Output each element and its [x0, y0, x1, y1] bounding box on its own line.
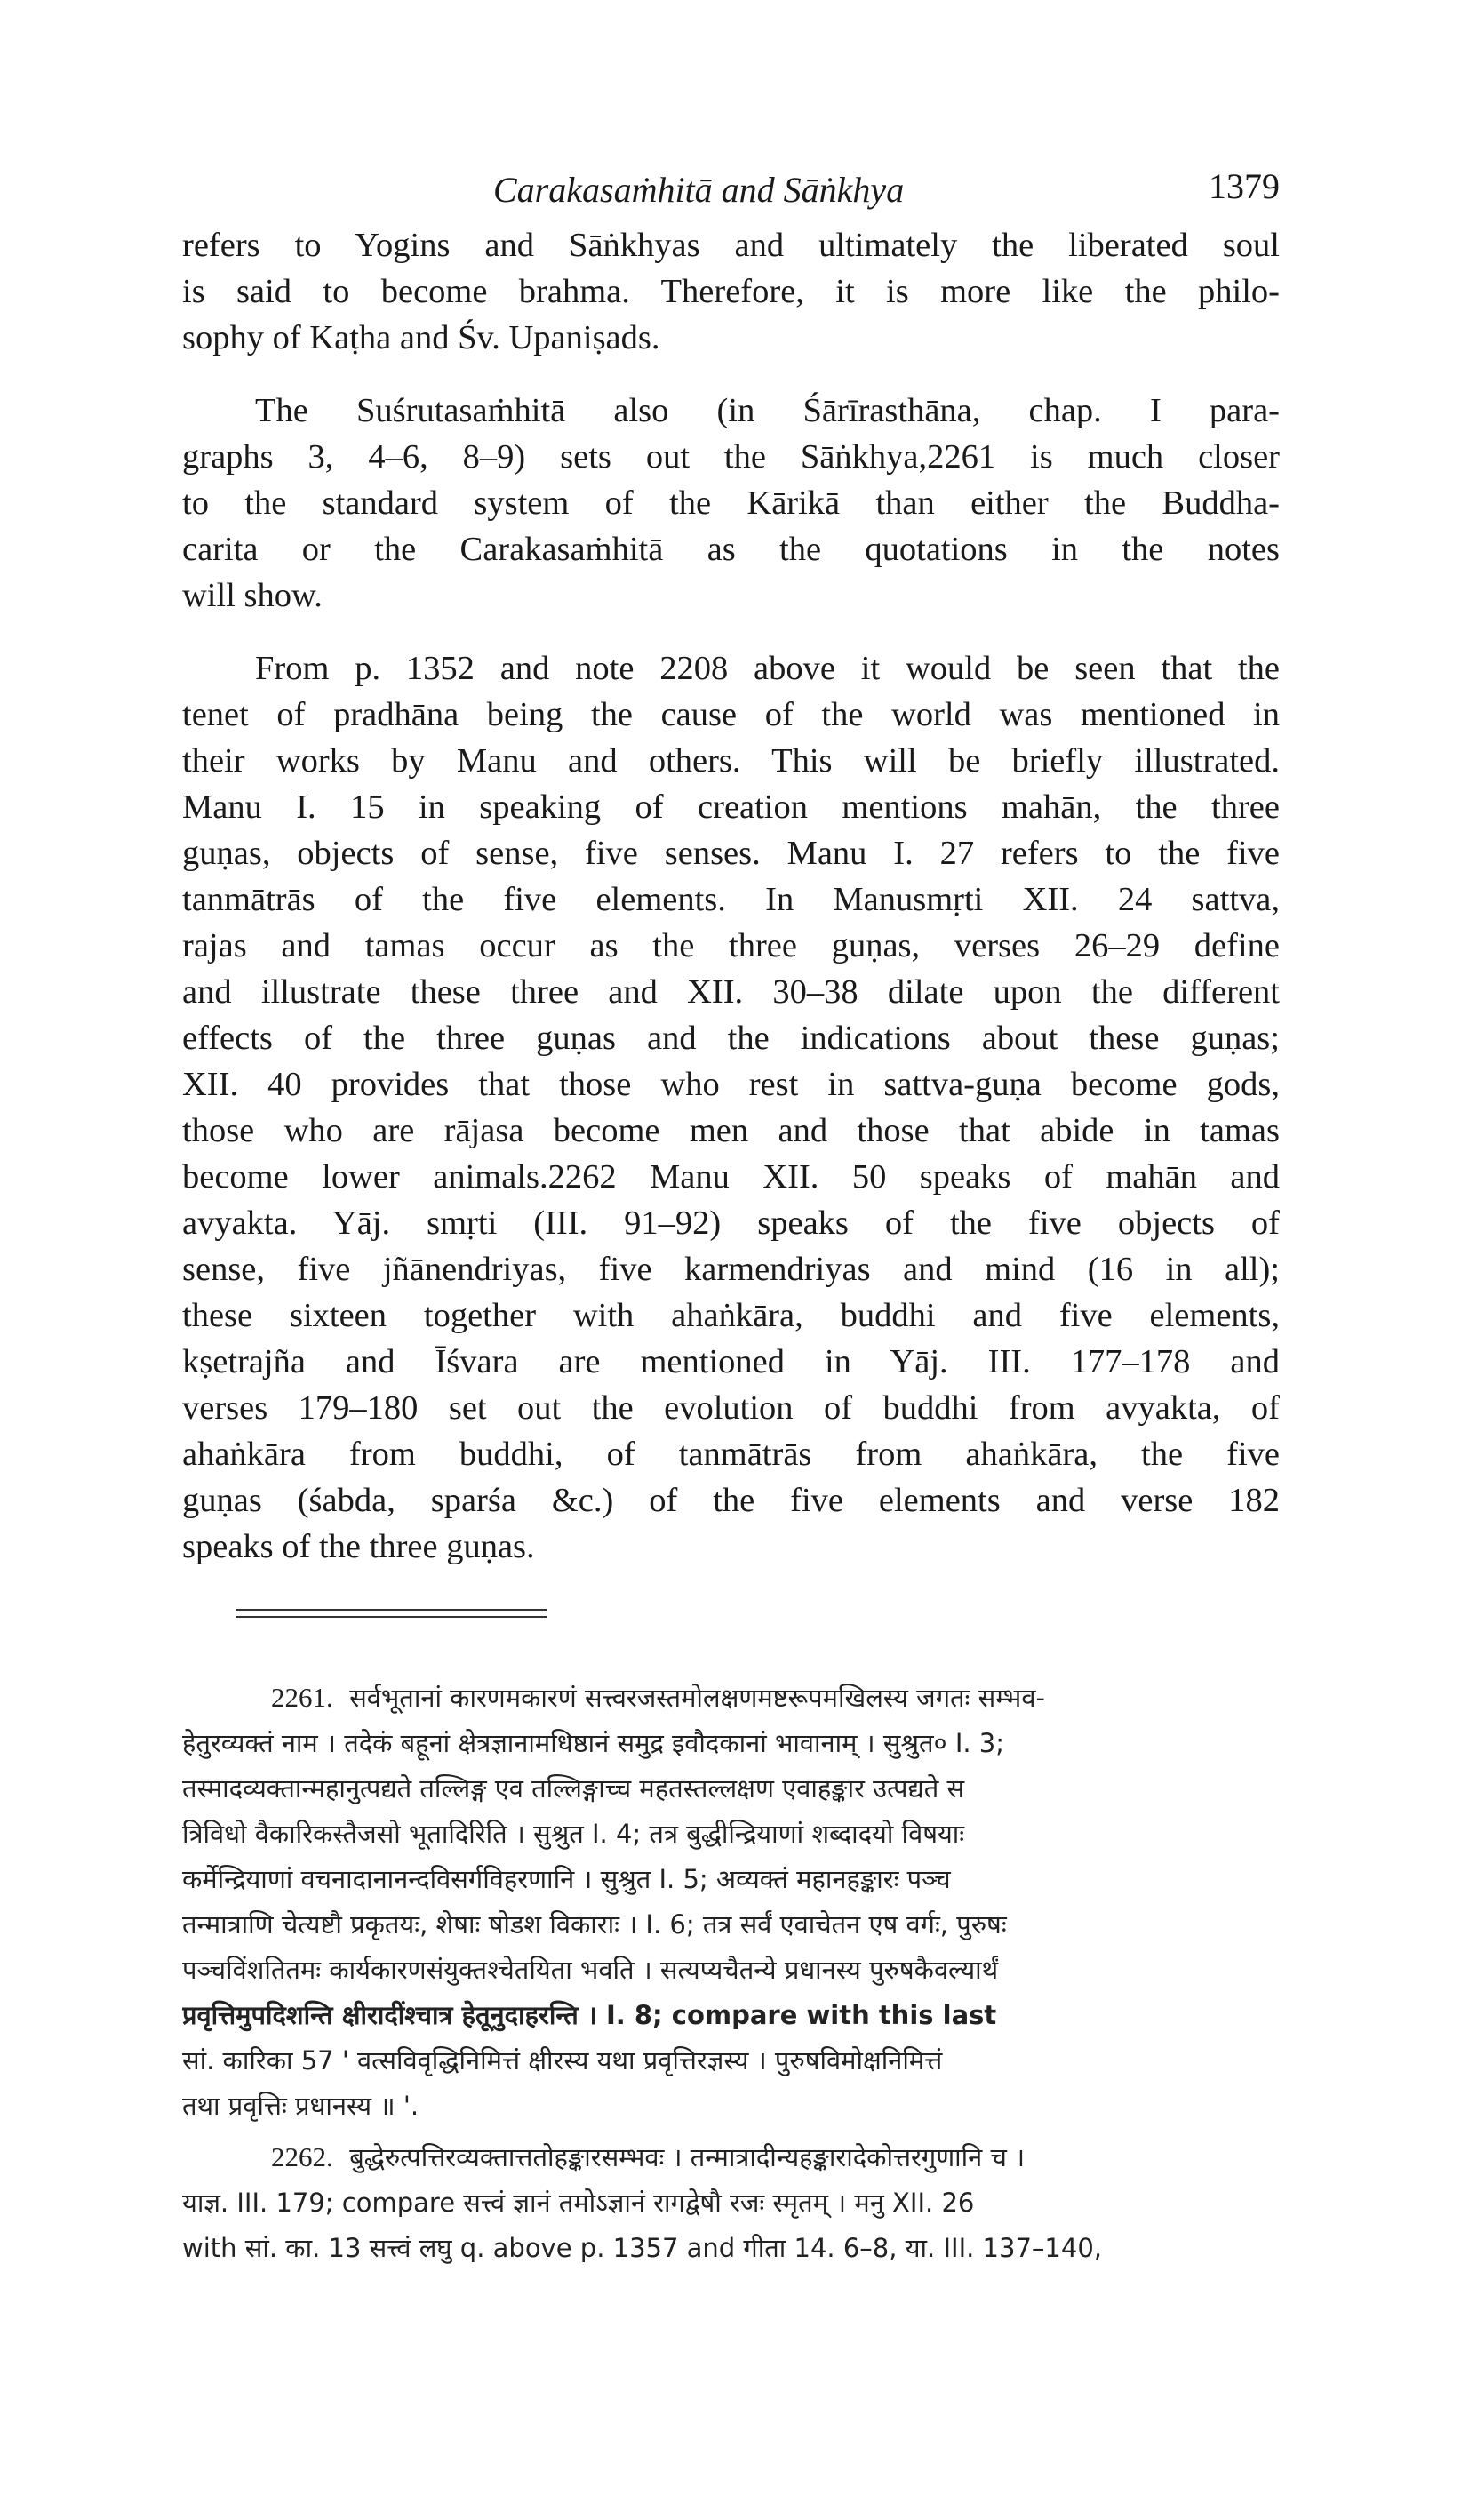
text-line: From p. 1352 and note 2208 above it would be seen that the [255, 650, 1280, 687]
text-line: tenet of pradhāna being the cause of the world was mentioned in [182, 696, 1280, 733]
footnote-separator [182, 1609, 1280, 1621]
footnote-line: with सां. का. 13 सत्त्वं लघु q. above p. 1357 and गीता 14. 6–8, या. III. 137–140, [182, 2233, 1102, 2263]
text-line: is said to become brahma. Therefore, it is more like the philo- [182, 273, 1280, 310]
text-line: and illustrate these three and XII. 30–38 dilate upon the different [182, 973, 1280, 1011]
text-line: guṇas (śabda, sparśa &c.) of the five elements and verse 182 [182, 1482, 1280, 1519]
text-line: those who are rājasa become men and those that abide in tamas [182, 1112, 1280, 1149]
text-line: graphs 3, 4–6, 8–9) sets out the Sāṅkhya,2261 is much closer [182, 438, 1280, 476]
text-line: sophy of Kaṭha and Śv. Upaniṣads. [182, 319, 660, 356]
text-line: The Suśrutasaṁhitā also (in Śārīrasthāna, chap. I para- [255, 392, 1280, 429]
paragraph-3 [182, 645, 1280, 1570]
text-line: guṇas, objects of sense, five senses. Manu I. 27 refers to the five [182, 835, 1280, 872]
text-line: refers to Yogins and Sāṅkhyas and ultimately the liberated soul [182, 227, 1280, 264]
text-line: rajas and tamas occur as the three guṇas, verses 26–29 define [182, 927, 1280, 964]
footnote-2262 [182, 2134, 1280, 2271]
paragraph-1 [182, 222, 1280, 361]
footnote-line: तन्मात्राणि चेत्यष्टौ प्रकृतयः, शेषाः षोडश विकाराः । I. 6; तत्र सर्वं एवाचेतन एष वर्गः, पुरुषः [182, 1909, 1007, 1940]
footnote-line [182, 1675, 1280, 1721]
text-line: to the standard system of the Kārikā than either the Buddha- [182, 484, 1280, 522]
footnote-text: बुद्धेरुत्पत्तिरव्यक्तात्ततोहङ्कारसम्भवः । तन्मात्रादीन्यहङ्कारादेकोत्तरगुणानि च । [349, 2142, 1026, 2172]
text-line: XII. 40 provides that those who rest in sattva-guṇa become gods, [182, 1066, 1280, 1103]
paragraph-2 [182, 388, 1280, 619]
running-title: Carakasaṁhitā and Sāṅkhya [493, 170, 905, 210]
separator-line [236, 1616, 547, 1618]
footnote-line: तथा प्रवृत्तिः प्रधानस्य ॥ '. [182, 2091, 419, 2121]
text-line: these sixteen together with ahaṅkāra, buddhi and five elements, [182, 1297, 1280, 1334]
footnote-line: त्रिविधो वैकारिकस्तैजसो भूतादिरिति । सुश्रुत I. 4; तत्र बुद्धीन्द्रियाणां शब्दादयो विषयाः [182, 1819, 965, 1849]
footnote-line: कर्मेन्द्रियाणां वचनादानानन्दविसर्गविहरणानि । सुश्रुत I. 5; अव्यक्तं महानहङ्कारः पञ्च [182, 1864, 951, 1894]
footnote-line: याज्ञ. III. 179; compare सत्त्वं ज्ञानं तमोऽज्ञानं रागद्वेषौ रजः स्मृतम् । मनु XII. 26 [182, 2188, 975, 2218]
footnote-line: पञ्चविंशतितमः कार्यकारणसंयुक्तश्चेतयिता भवति । सत्यप्यचैतन्ये प्रधानस्य पुरुषकैवल्यार्थं [182, 1955, 999, 1985]
footnote-number: 2262. [271, 2141, 333, 2172]
text-line: Manu I. 15 in speaking of creation mentions mahān, the three [182, 788, 1280, 826]
footnote-2261 [182, 1675, 1280, 2129]
text-line: effects of the three guṇas and the indications about these guṇas; [182, 1020, 1280, 1057]
text-line: avyakta. Yāj. smṛti (III. 91–92) speaks of the five objects of [182, 1204, 1280, 1242]
text-line: verses 179–180 set out the evolution of buddhi from avyakta, of [182, 1389, 1280, 1427]
footnote-line: सां. कारिका 57 ' वत्सविवृद्धिनिमित्तं क्षीरस्य यथा प्रवृत्तिरज्ञस्य । पुरुषविमोक्षनिमित्तं [182, 2045, 943, 2076]
separator-line [236, 1609, 547, 1611]
text-line: tanmātrās of the five elements. In Manusmṛti XII. 24 sattva, [182, 881, 1280, 918]
text-line: speaks of the three guṇas. [182, 1528, 535, 1565]
footnote-text: सर्वभूतानां कारणमकारणं सत्त्वरजस्तमोलक्षणमष्टरूपमखिलस्य जगतः सम्भव- [349, 1683, 1045, 1713]
footnote-line: प्रवृत्तिमुपदिशन्ति क्षीरादींश्चात्र हेतूनुदाहरन्ति । I. 8; compare with this last [182, 2000, 997, 2030]
footnote-line: तस्मादव्यक्तान्महानुत्पद्यते तल्लिङ्ग एव तल्लिङ्गाच्च महतस्तल्लक्षण एवाहङ्कार उत्पद्यते स [182, 1773, 965, 1804]
footnote-line [182, 2134, 1280, 2180]
book-page [182, 151, 1280, 2276]
text-line: kṣetrajña and Īśvara are mentioned in Yāj. III. 177–178 and [182, 1343, 1280, 1380]
page-header [182, 151, 1280, 222]
text-line: carita or the Carakasaṁhitā as the quotations in the notes [182, 531, 1280, 568]
footnote-line: हेतुरव्यक्तं नाम । तदेकं बहूनां क्षेत्रज्ञानामधिष्ठानं समुद्र इवौदकानां भावानाम् । सुश्रुत० I. 3; [182, 1728, 1005, 1758]
page-number: 1379 [1209, 166, 1280, 206]
text-line: become lower animals.2262 Manu XII. 50 speaks of mahān and [182, 1158, 1280, 1196]
text-line: ahaṅkāra from buddhi, of tanmātrās from ahaṅkāra, the five [182, 1436, 1280, 1473]
text-line: will show. [182, 577, 323, 614]
footnote-number: 2261. [271, 1682, 333, 1713]
text-line: their works by Manu and others. This will be briefly illustrated. [182, 742, 1280, 780]
text-line: sense, five jñānendriyas, five karmendriyas and mind (16 in all); [182, 1251, 1280, 1288]
